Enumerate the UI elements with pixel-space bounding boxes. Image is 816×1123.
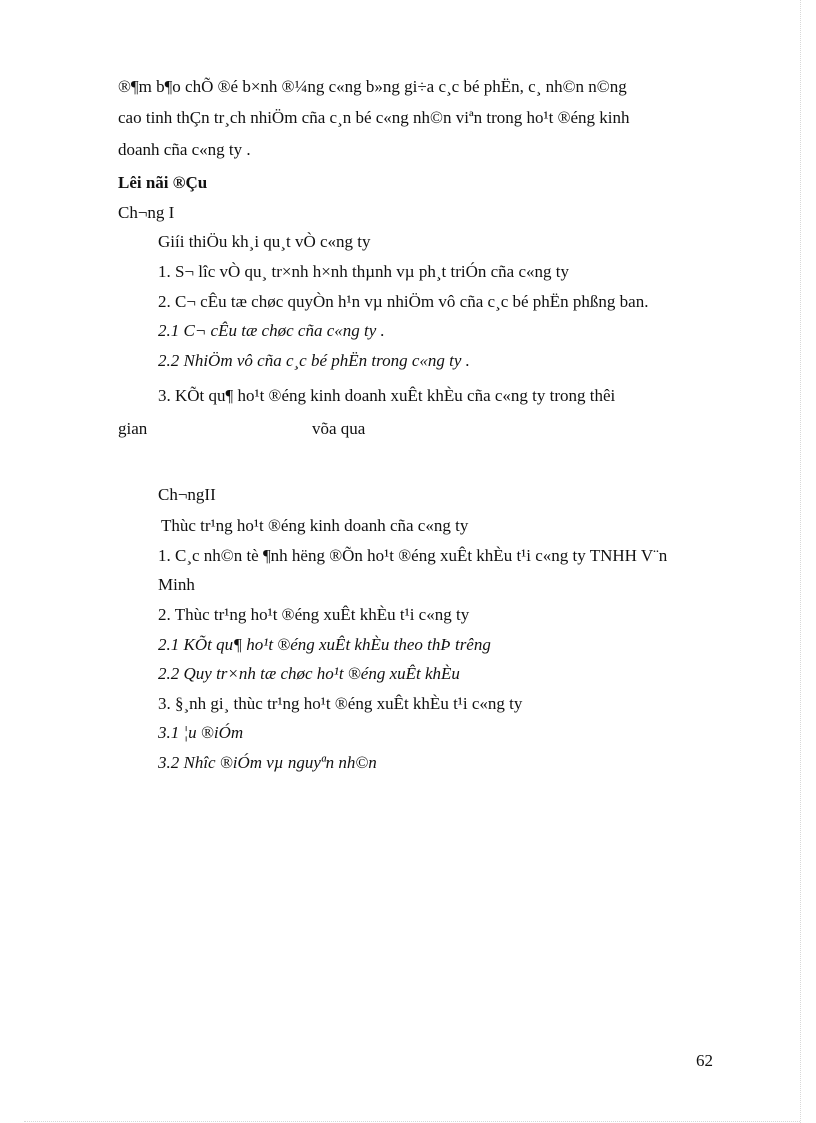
body-text-line: cao tinh thÇn tr¸ch nhiÖm cña c¸n bé c«ng nh©n viªn trong ho¹t ®éng kinh <box>118 108 630 127</box>
toc-subitem: 3.1 ¦u ®iÓm <box>158 723 244 742</box>
page-number: 62 <box>696 1051 713 1070</box>
chapter-intro: Thùc tr¹ng ho¹t ®éng kinh doanh cña c«ng ty <box>161 516 469 535</box>
toc-item: 1. S¬ lîc vÒ qu¸ tr×nh h×nh thµnh vµ ph¸t triÓn cña c«ng ty <box>158 262 569 281</box>
toc-subitem: 3.2 Nhîc ®iÓm vµ nguyªn nh©n <box>158 753 377 772</box>
toc-item: 3. KÕt qu¶ ho¹t ®éng kinh doanh xuÊt khÈu cña c«ng ty trong thêi <box>158 386 616 405</box>
page-edge-right <box>800 0 801 1123</box>
toc-item: 2. C¬ cÊu tæ chøc quyÒn h¹n vµ nhiÖm vô cña c¸c bé phËn phßng ban. <box>158 292 649 311</box>
chapter-title: Ch¬ng I <box>118 203 175 222</box>
toc-item-continuation: gian <box>118 419 148 438</box>
toc-subitem: 2.2 NhiÖm vô cña c¸c bé phËn trong c«ng ty . <box>158 351 470 370</box>
body-text-line: ®¶m b¶o chÕ ®é b×nh ®¼ng c«ng b»ng gi÷a c¸c bé phËn, c¸ nh©n n©ng <box>118 77 627 96</box>
toc-subitem: 2.1 KÕt qu¶ ho¹t ®éng xuÊt khÈu theo thÞ trêng <box>158 635 491 654</box>
chapter-title: Ch¬ngII <box>158 485 216 504</box>
toc-item-continuation: võa qua <box>312 419 366 438</box>
chapter-intro: Giíi thiÖu kh¸i qu¸t vÒ c«ng ty <box>158 232 371 251</box>
page-edge-bottom <box>24 1121 800 1122</box>
toc-item: Minh <box>158 575 195 594</box>
toc-subitem: 2.2 Quy tr×nh tæ chøc ho¹t ®éng xuÊt khÈu <box>158 664 460 683</box>
toc-item: 3. §¸nh gi¸ thùc tr¹ng ho¹t ®éng xuÊt khÈu t¹i c«ng ty <box>158 694 523 713</box>
body-text-line: doanh cña c«ng ty . <box>118 140 251 159</box>
toc-item: 2. Thùc tr¹ng ho¹t ®éng xuÊt khÈu t¹i c«ng ty <box>158 605 470 624</box>
toc-subitem: 2.1 C¬ cÊu tæ chøc cña c«ng ty . <box>158 321 385 340</box>
section-heading: Lêi nãi ®Çu <box>118 173 208 192</box>
toc-item: 1. C¸c nh©n tè ¶nh hëng ®Õn ho¹t ®éng xuÊt khÈu t¹i c«ng ty TNHH V¨n <box>158 546 668 565</box>
